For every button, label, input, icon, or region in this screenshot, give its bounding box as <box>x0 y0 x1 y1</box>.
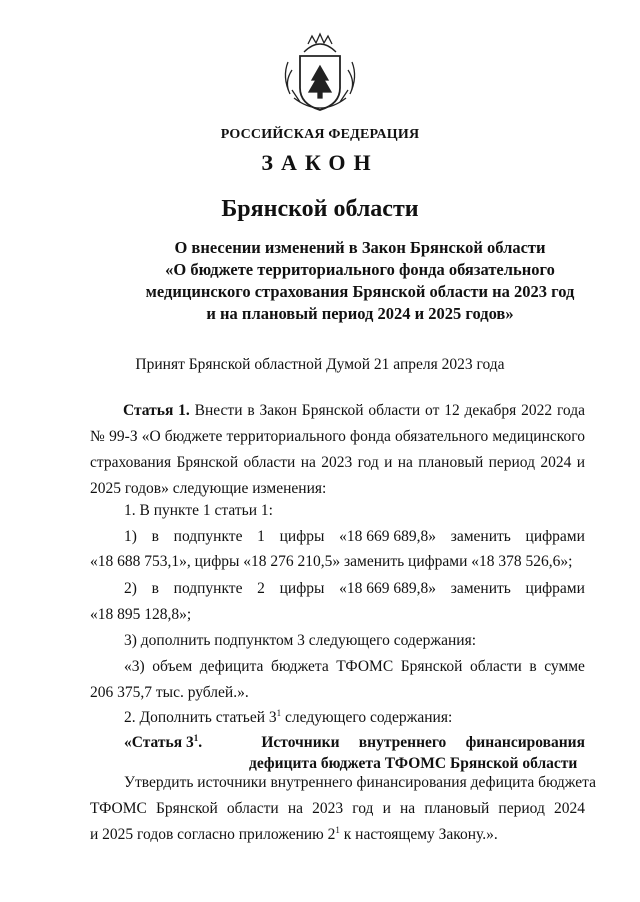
item-2-text: 2. Дополнить статьей 3 <box>124 709 277 726</box>
document-type: ЗАКОН <box>261 150 379 175</box>
word: в <box>151 580 159 597</box>
word: 2023 <box>312 800 344 817</box>
word: на <box>400 800 416 817</box>
word: цифрами <box>525 528 585 545</box>
article-3-1-body-line-3: и 2025 годов согласно приложению $2^1$ к настоящему Закону.». <box>90 825 498 843</box>
word: в <box>151 528 159 545</box>
word: цифры <box>279 528 325 545</box>
word: дефицита <box>199 658 264 675</box>
word: «18 669 689,8» <box>339 580 437 597</box>
region-heading: Брянской области <box>221 196 419 222</box>
heading-word: финансирования <box>465 734 585 751</box>
word: период <box>498 800 545 817</box>
item-1-1-continuation: «18 688 753,1», цифры «18 276 210,5» заменить цифрами «18 378 526,6»; <box>90 553 573 570</box>
heading-word: Источники <box>261 734 340 751</box>
word: 2024 <box>553 800 585 817</box>
word: 2 <box>257 580 265 597</box>
word: 1 <box>257 528 265 545</box>
word: и <box>382 800 391 817</box>
word: ТФОМС <box>336 658 394 675</box>
law-title <box>130 237 590 325</box>
word: цифрами <box>525 580 585 597</box>
word: Брянской <box>400 658 463 675</box>
word: цифры <box>279 580 325 597</box>
article-3-1-body-line-1: Утвердить источники внутреннего финансирования дефицита бюджета <box>124 774 596 791</box>
heading-word: внутреннего <box>358 734 447 751</box>
item-1-3-quote-line <box>124 658 585 676</box>
word: 2) <box>124 580 137 597</box>
item-1-2-line <box>124 580 585 598</box>
item-1-3: 3) дополнить подпунктом 3 следующего содержания: <box>124 632 477 649</box>
item-2-superscript: 1 <box>276 708 282 718</box>
word: плановый <box>424 800 490 817</box>
item-1-2-continuation: «18 895 128,8»; <box>90 606 192 623</box>
article-3-1-heading-line <box>124 732 585 753</box>
article-1-label: Статья 1. <box>123 402 190 419</box>
word: ТФОМС <box>90 800 147 817</box>
word: области <box>226 800 279 817</box>
item-2 <box>124 709 452 727</box>
word: заменить <box>450 528 511 545</box>
law-title-line: медицинского страхования Брянской области на 2023 год <box>145 282 575 301</box>
coat-of-arms-emblem <box>280 32 360 118</box>
word: подпункте <box>173 580 243 597</box>
article-1-paragraph <box>90 398 585 502</box>
adoption-note: Принят Брянской областной Думой 21 апреля 2023 года <box>135 356 505 373</box>
law-title-line: «О бюджете территориального фонда обязательного <box>165 260 555 279</box>
item-1-3-quote-continuation: 206 375,7 тыс. рублей.». <box>90 684 249 701</box>
article-3-1-heading <box>124 732 585 774</box>
item-1-1-line <box>124 528 585 546</box>
word: на <box>287 800 304 817</box>
federation-label: РОССИЙСКАЯ ФЕДЕРАЦИЯ <box>220 127 420 142</box>
word: бюджета <box>270 658 329 675</box>
law-title-line: О внесении изменений в Закон Брянской области <box>174 238 546 257</box>
word: объем <box>152 658 193 675</box>
word: год <box>352 800 374 817</box>
word: «18 669 689,8» <box>339 528 437 545</box>
word: Брянской <box>156 800 218 817</box>
word: «3) <box>124 658 145 675</box>
article-3-1-label: «Статья $3^1$. <box>124 733 203 751</box>
word: сумме <box>544 658 585 675</box>
body-superscript: 1 <box>335 825 340 835</box>
word: области <box>470 658 522 675</box>
word: 1) <box>124 528 137 545</box>
article-3-1-heading-line-2: дефицита бюджета ТФОМС Брянской области <box>249 755 578 772</box>
word: в <box>529 658 537 675</box>
word: подпункте <box>173 528 243 545</box>
article-1-text: Внести в Закон Брянской области от 12 декабря 2022 года № 99-З «О бюджете территориального фонда обязательного медицинского страхования Брянской области на 2023 год и на плановый период 2024 и 2025 годов» следующие изменения: <box>90 402 585 497</box>
law-title-line: и на плановый период 2024 и 2025 годов» <box>206 304 514 323</box>
item-1: 1. В пункте 1 статьи 1: <box>124 502 273 519</box>
article-3-1-body-line-2 <box>90 800 585 818</box>
item-2-tail: следующего содержания: <box>281 709 453 726</box>
word: заменить <box>450 580 511 597</box>
